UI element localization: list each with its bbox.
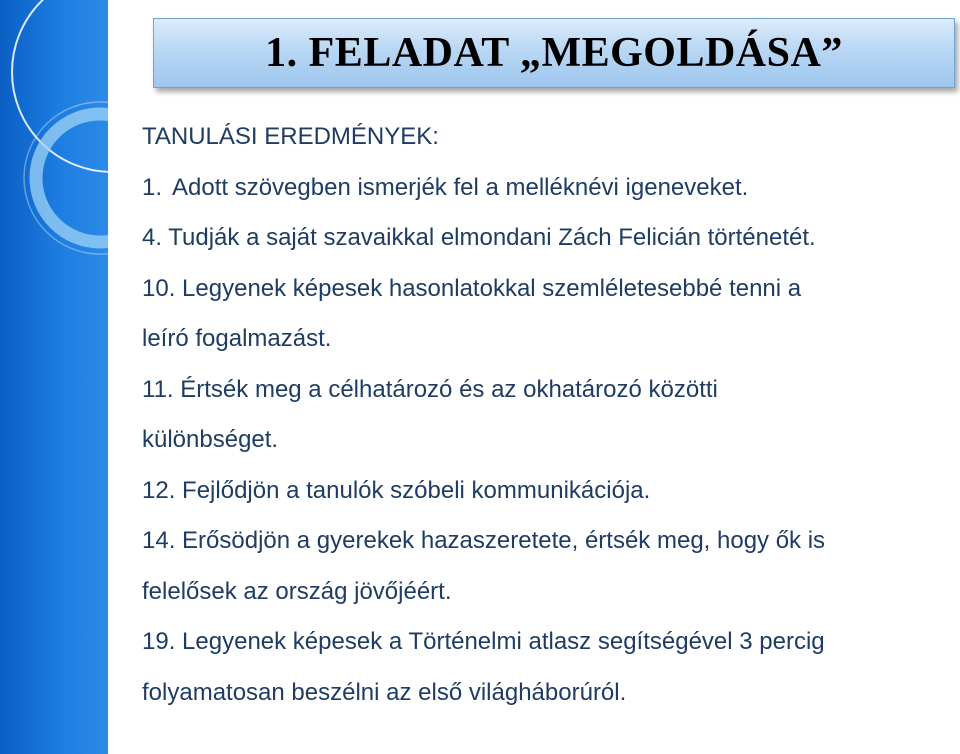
decorative-sidebar: [0, 0, 108, 754]
item-text: Fejlődjön a tanulók szóbeli kommunikációja.: [182, 476, 651, 504]
item-text: Erősödjön a gyerekek hazaszeretete, értsék meg, hogy ők is: [182, 527, 826, 554]
item-number: 1.: [142, 173, 163, 201]
item-continuation: különbséget.: [142, 426, 279, 453]
item-continuation: leíró fogalmazást.: [142, 325, 332, 352]
list-item: [142, 264, 947, 315]
item-number: 12.: [142, 476, 176, 504]
list-item: [142, 163, 947, 214]
item-text: Adott szövegben ismerjék fel a melléknévi igeneveket.: [172, 173, 749, 201]
item-continuation: folyamatosan beszélni az első világháborúról.: [142, 678, 627, 706]
learning-outcomes: [142, 112, 947, 718]
list-item: [142, 617, 947, 668]
item-number: 11.: [142, 375, 174, 403]
circle-arcs-decoration: [0, 0, 108, 754]
item-number: 4.: [142, 224, 163, 251]
page-title: 1. FELADAT „MEGOLDÁSA”: [265, 30, 843, 76]
outcomes-heading: TANULÁSI EREDMÉNYEK:: [142, 123, 439, 150]
list-item: [142, 365, 947, 416]
list-item: [142, 516, 947, 567]
title-banner: [153, 18, 955, 88]
item-continuation: felelősek az ország jövőjéért.: [142, 577, 452, 605]
item-text: Legyenek képesek a Történelmi atlasz segítségével 3 percig: [182, 628, 825, 655]
item-number: 10.: [142, 274, 176, 302]
item-number: 14.: [142, 527, 176, 554]
list-item: [142, 466, 947, 517]
item-text: Legyenek képesek hasonlatokkal szemléletesebbé tenni a: [182, 274, 802, 302]
list-item: [142, 213, 947, 264]
item-number: 19.: [142, 628, 176, 655]
item-text: Tudják a saját szavaikkal elmondani Zách Felicián történetét.: [168, 224, 816, 251]
item-text: Értsék meg a célhatározó és az okhatározó közötti: [180, 375, 718, 403]
